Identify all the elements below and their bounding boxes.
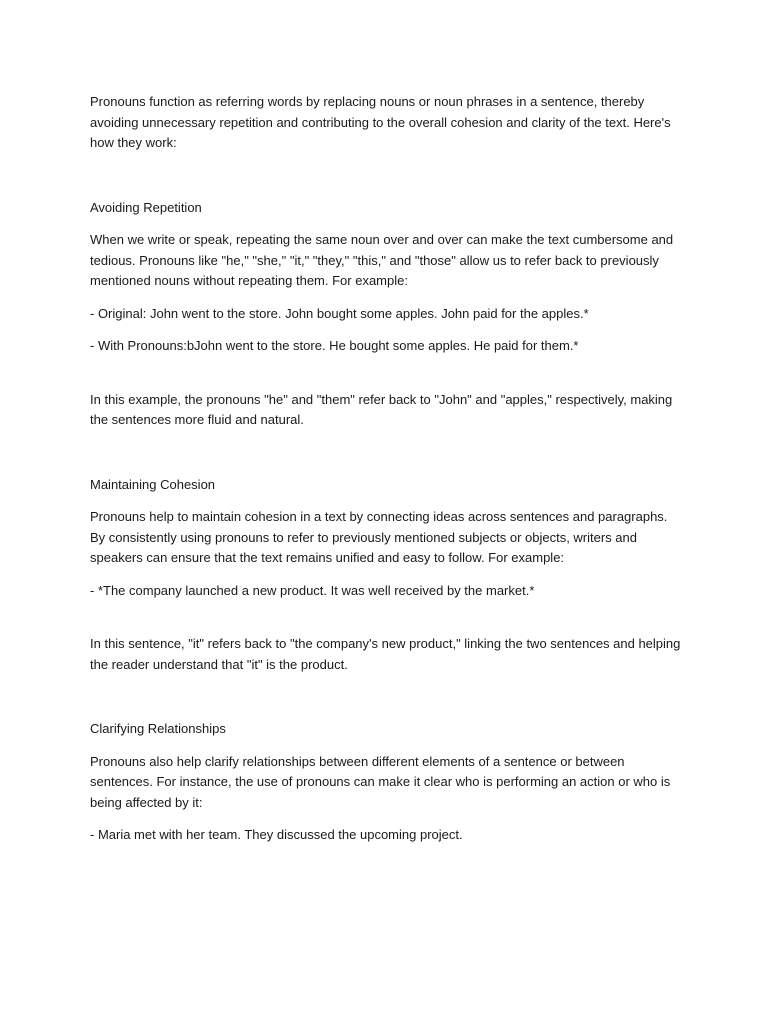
example-company: - *The company launched a new product. It was well received by the market.*	[90, 582, 535, 598]
explanation-avoiding-repetition: In this example, the pronouns "he" and "them" refer back to "John" and "apples," respectively, making the sentences more fluid and natural.	[90, 391, 673, 427]
section-heading-maintaining-cohesion: Maintaining Cohesion	[90, 476, 216, 492]
document-content	[90, 92, 682, 858]
section-heading-clarifying-relationships: Clarifying Relationships	[90, 721, 226, 736]
section-body-maintaining-cohesion: Pronouns help to maintain cohesion in a text by connecting ideas across sentences and paragraphs. By consistently using pronouns to refer to previously mentioned subjects or objects, writers and speakers can ensure that the text remains unified and easy to follow. For example:	[90, 509, 668, 565]
example-maria: - Maria met with her team. They discussed the upcoming project.	[90, 827, 463, 842]
example-with-pronouns: - With Pronouns:bJohn went to the store. He bought some apples. He paid for them.*	[90, 338, 579, 353]
section-heading-avoiding-repetition: Avoiding Repetition	[90, 199, 202, 215]
section-body-clarifying-relationships: Pronouns also help clarify relationships between different elements of a sentence or between sentences. For instance, the use of pronouns can make it clear who is performing an action or who is being affected by it:	[90, 753, 671, 810]
section-body-avoiding-repetition: When we write or speak, repeating the same noun over and over can make the text cumbersome and tedious. Pronouns like "he," "she," "it," "they," "this," and "those" allow us to refer back to previously mentioned nouns without repeating them. For example:	[90, 232, 674, 288]
explanation-maintaining-cohesion: In this sentence, "it" refers back to "the company's new product," linking the two sentences and helping the reader understand that "it" is the product.	[90, 636, 681, 672]
intro-paragraph: Pronouns function as referring words by replacing nouns or noun phrases in a sentence, thereby avoiding unnecessary repetition and contributing to the overall cohesion and clarity of the text. Here's how they work:	[90, 94, 671, 150]
example-original: - Original: John went to the store. John bought some apples. John paid for the apples.*	[90, 305, 589, 321]
